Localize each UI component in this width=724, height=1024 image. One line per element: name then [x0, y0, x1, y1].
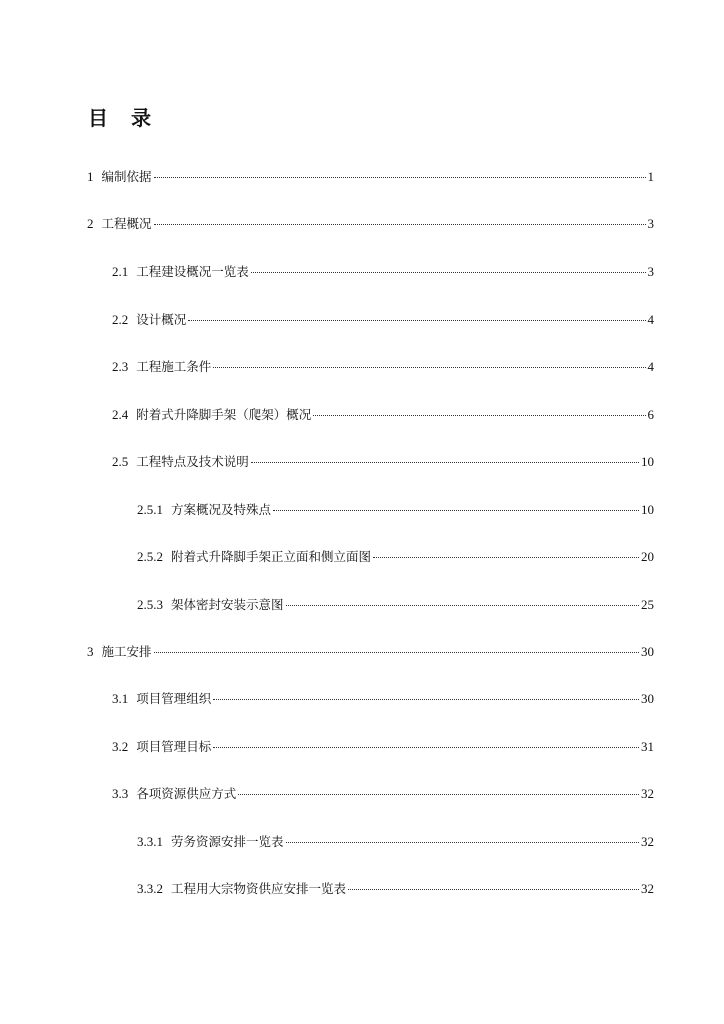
entry-page-number: 3	[647, 216, 654, 231]
dot-leader	[213, 699, 639, 700]
entry-title: 附着式升降脚手架正立面和侧立面图	[171, 549, 372, 564]
entry-number: 2.5.2	[137, 549, 163, 564]
toc-entry-2-5-1[interactable]	[137, 500, 654, 520]
toc-entry-2-5-3[interactable]	[137, 595, 654, 615]
entry-page-number: 1	[647, 169, 654, 184]
entry-page-number: 10	[641, 502, 654, 517]
entry-number: 3	[87, 644, 94, 659]
entry-title: 附着式升降脚手架（爬架）概况	[136, 407, 312, 422]
entry-page-number: 31	[641, 739, 654, 754]
dot-leader	[213, 367, 645, 368]
toc-entry-2-5-2[interactable]	[137, 547, 654, 567]
entry-title: 项目管理组织	[136, 691, 212, 706]
toc-entry-2-5[interactable]	[112, 452, 654, 472]
dot-leader	[286, 605, 639, 606]
dot-leader	[251, 272, 646, 273]
dot-leader	[251, 462, 639, 463]
entry-page-number: 4	[647, 359, 654, 374]
entry-number: 2.4	[112, 407, 129, 422]
toc-entry-3-1[interactable]	[112, 689, 654, 709]
toc-entry-2-2[interactable]	[112, 310, 654, 330]
entry-title: 工程建设概况一览表	[136, 264, 249, 279]
dot-leader	[213, 747, 639, 748]
entry-title: 各项资源供应方式	[136, 786, 237, 801]
entry-page-number: 4	[647, 312, 654, 327]
toc-entry-2[interactable]	[87, 214, 654, 234]
entry-title: 施工安排	[101, 644, 152, 659]
toc-entry-3[interactable]	[87, 642, 654, 662]
entry-number: 3.3.1	[137, 834, 163, 849]
entry-number: 2.5.1	[137, 502, 163, 517]
entry-number: 3.3	[112, 786, 129, 801]
dot-leader	[348, 889, 639, 890]
entry-title: 工程概况	[101, 216, 152, 231]
entry-title: 工程特点及技术说明	[136, 454, 249, 469]
toc-entry-3-3-1[interactable]	[137, 832, 654, 852]
entry-number: 3.2	[112, 739, 129, 754]
entry-number: 1	[87, 169, 94, 184]
entry-page-number: 10	[641, 454, 654, 469]
entry-title: 设计概况	[136, 312, 187, 327]
entry-page-number: 30	[641, 691, 654, 706]
toc-entry-2-4[interactable]	[112, 405, 654, 425]
entry-title: 工程施工条件	[136, 359, 212, 374]
entry-number: 2.2	[112, 312, 129, 327]
entry-page-number: 32	[641, 786, 654, 801]
toc-entry-3-3[interactable]	[112, 784, 654, 804]
toc-entry-2-3[interactable]	[112, 357, 654, 377]
entry-number: 2.5.3	[137, 597, 163, 612]
toc-title: 目 录	[88, 106, 159, 130]
dot-leader	[154, 652, 639, 653]
toc-entry-1[interactable]	[87, 167, 654, 187]
dot-leader	[313, 415, 645, 416]
entry-title: 架体密封安装示意图	[171, 597, 284, 612]
entry-page-number: 20	[641, 549, 654, 564]
entry-title: 项目管理目标	[136, 739, 212, 754]
entry-page-number: 32	[641, 881, 654, 896]
entry-title: 编制依据	[101, 169, 152, 184]
entry-number: 2.3	[112, 359, 129, 374]
entry-number: 2	[87, 216, 94, 231]
entry-page-number: 6	[647, 407, 654, 422]
entry-page-number: 3	[647, 264, 654, 279]
entry-number: 2.5	[112, 454, 129, 469]
entry-page-number: 25	[641, 597, 654, 612]
entry-number: 3.3.2	[137, 881, 163, 896]
entry-title: 工程用大宗物资供应安排一览表	[171, 881, 347, 896]
entry-title: 方案概况及特殊点	[171, 502, 272, 517]
entry-page-number: 32	[641, 834, 654, 849]
dot-leader	[154, 177, 646, 178]
entry-number: 2.1	[112, 264, 129, 279]
dot-leader	[238, 794, 639, 795]
entry-number: 3.1	[112, 691, 129, 706]
dot-leader	[373, 557, 639, 558]
dot-leader	[188, 320, 645, 321]
entry-page-number: 30	[641, 644, 654, 659]
toc-entry-2-1[interactable]	[112, 262, 654, 282]
entry-title: 劳务资源安排一览表	[171, 834, 284, 849]
dot-leader	[273, 510, 639, 511]
dot-leader	[286, 842, 639, 843]
toc-entry-3-3-2[interactable]	[137, 879, 654, 899]
toc-entry-3-2[interactable]	[112, 737, 654, 757]
dot-leader	[154, 224, 646, 225]
